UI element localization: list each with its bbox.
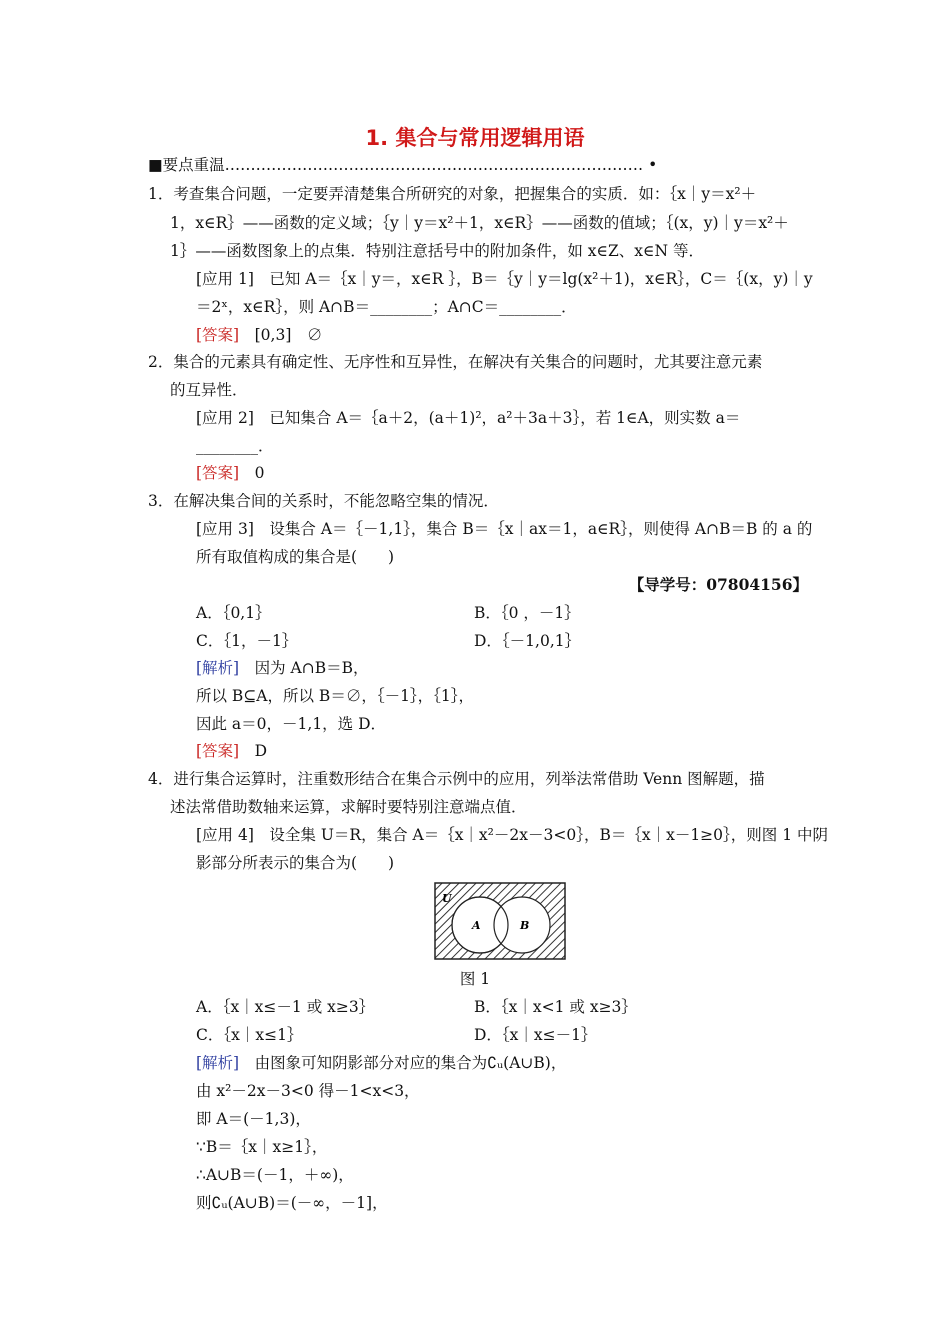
point4-line2: 述法常借助数轴来运算，求解时要特别注意端点值．: [170, 798, 527, 816]
point2-line1: 2．集合的元素具有确定性、无序性和互异性，在解决有关集合的问题时，尤其要注意元素: [148, 353, 763, 371]
application3-analysis2: 所以 B⊆A，所以 B＝∅，｛－1｝，｛1｝，: [196, 687, 475, 705]
application4-analysis5: ∴A∪B＝(－1，＋∞)，: [196, 1166, 354, 1184]
figure-caption: 图 1: [459, 970, 491, 988]
point2-line2: 的互异性．: [170, 381, 248, 399]
application3-text: 设集合 A＝｛－1,1｝，集合 B＝｛x｜ax＝1，a∈R｝，则使得 A∩B＝B 的 a 的: [269, 520, 813, 538]
venn-label-a: A: [472, 919, 481, 932]
application1-tag: [应用 1]: [196, 270, 254, 288]
point4-line1: 4．进行集合运算时，注重数形结合在集合示例中的应用，列举法常借助 Venn 图解题，描: [148, 770, 765, 788]
application3-analysis3: 因此 a＝0，－1,1，选 D．: [196, 715, 387, 733]
option-b: B．｛0 ，－1｝: [474, 604, 580, 622]
answer-tag: [答案]: [196, 326, 240, 344]
application2-tag: [应用 2]: [196, 409, 254, 427]
analysis-tag: [解析]: [196, 659, 240, 677]
venn-diagram: [434, 882, 566, 962]
application3-line1: [196, 518, 812, 540]
application2-answer: [196, 462, 265, 484]
answer-text: [0,3] ∅: [254, 326, 323, 344]
point1-line2: 1，x∈R｝——函数的定义域；｛y｜y＝x²＋1，x∈R｝——函数的值域；｛(x，y)｜y＝x²＋: [170, 214, 789, 232]
application3-answer: [196, 740, 267, 762]
venn-label-u: U: [442, 892, 452, 905]
application4-analysis6: 则∁ᵤ(A∪B)＝(－∞，－1]，: [196, 1194, 388, 1212]
application2-text: 已知集合 A＝｛a＋2，(a＋1)²，a²＋3a＋3｝，若 1∈A，则实数 a＝: [269, 409, 741, 427]
option-a: A．｛0,1｝: [196, 604, 271, 622]
analysis-tag: [解析]: [196, 1054, 240, 1072]
option-b: B．｛x｜x<1 或 x≥3｝: [474, 998, 637, 1016]
application4-analysis4: ∵B＝｛x｜x≥1｝，: [196, 1138, 328, 1156]
application4-analysis1: [196, 1052, 566, 1074]
section-header: ■要点重温……………………………………………………………………… •: [148, 156, 658, 174]
application4-line1: [196, 824, 828, 846]
application1-line1: [196, 268, 813, 290]
point3-line1: 3．在解决集合间的关系时，不能忽略空集的情况．: [148, 492, 499, 510]
application3-tag: [应用 3]: [196, 520, 254, 538]
answer-tag: [答案]: [196, 464, 240, 482]
application3-line2: 所有取值构成的集合是( ): [196, 548, 395, 566]
answer-text: D: [254, 742, 268, 760]
answer-text: 0: [254, 464, 265, 482]
application2-line2: ________．: [196, 437, 274, 455]
application4-line2: 影部分所表示的集合为( ): [196, 854, 395, 872]
venn-label-b: B: [520, 919, 530, 932]
option-d: D．｛－1,0,1｝: [474, 632, 581, 650]
answer-tag: [答案]: [196, 742, 240, 760]
point1-line1: 1．考查集合问题，一定要弄清楚集合所研究的对象，把握集合的实质．如：｛x｜y＝x²＋: [148, 185, 757, 203]
option-d: D．｛x｜x≤－1｝: [474, 1026, 597, 1044]
application2-line1: [196, 407, 740, 429]
option-c: C．｛x｜x≤1｝: [196, 1026, 303, 1044]
application4-analysis2: 由 x²－2x－3<0 得－1<x<3，: [196, 1082, 420, 1100]
application4-tag: [应用 4]: [196, 826, 254, 844]
application1-answer: [196, 324, 322, 346]
application1-text: 已知 A＝｛x｜y＝，x∈R ｝，B＝｛y｜y＝lg(x²＋1)，x∈R｝，C＝｛(x，y)｜y: [269, 270, 813, 288]
page-title: 1. 集合与常用逻辑用语: [365, 126, 585, 150]
point1-line3: 1｝——函数图象上的点集．特别注意括号中的附加条件，如 x∈Z、x∈N 等．: [170, 242, 704, 260]
guide-number: 【导学号：07804156】: [628, 575, 808, 594]
application4-text: 设全集 U＝R，集合 A＝｛x｜x²－2x－3<0｝，B＝｛x｜x－1≥0｝，则图 1 中阴: [269, 826, 828, 844]
application1-line2: ＝2ˣ，x∈R｝，则 A∩B＝________；A∩C＝________．: [196, 298, 577, 316]
application3-analysis1: [196, 657, 369, 679]
analysis-text: 因为 A∩B＝B，: [254, 659, 369, 677]
option-a: A．｛x｜x≤－1 或 x≥3｝: [196, 998, 375, 1016]
analysis-text: 由图象可知阴影部分对应的集合为∁ᵤ(A∪B)，: [254, 1054, 567, 1072]
option-c: C．｛1，－1｝: [196, 632, 298, 650]
application4-analysis3: 即 A＝(－1,3)，: [196, 1110, 311, 1128]
